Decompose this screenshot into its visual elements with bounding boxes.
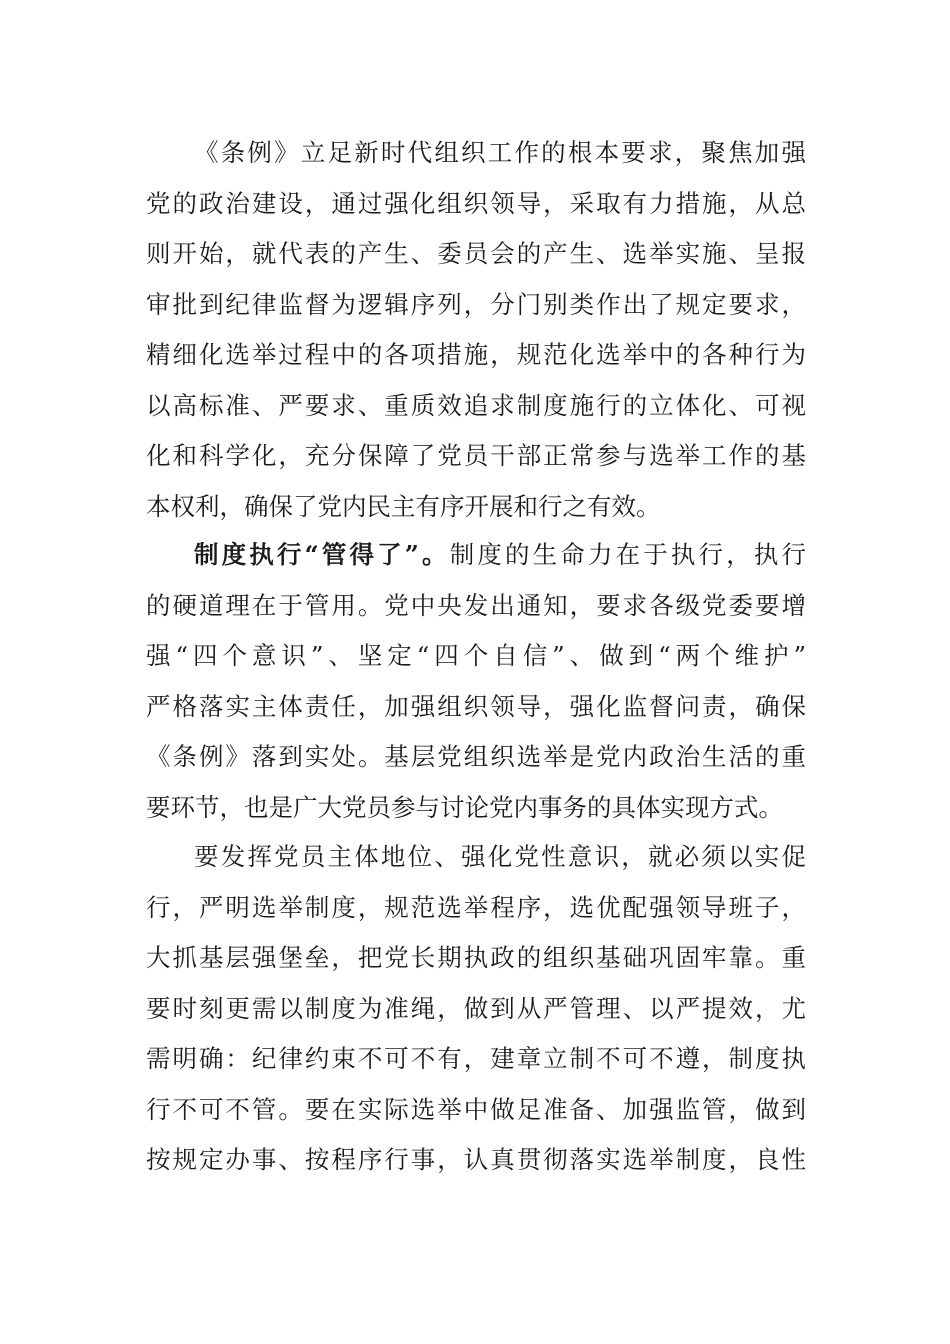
text-line: 党的政治建设，通过强化组织领导，采取有力措施，从总	[146, 188, 806, 218]
text-line: 大抓基层强堡垒，把党长期执政的组织基础巩固牢靠。重	[146, 943, 806, 972]
text-line: 则开始，就代表的产生、委员会的产生、选举实施、呈报	[146, 239, 806, 268]
paragraph-institution-execution	[146, 530, 806, 833]
text-line: 本权利，确保了党内民主有序开展和行之有效。	[146, 491, 661, 521]
text-line: 按规定办事、按程序行事，认真贯彻落实选举制度，良性	[146, 1145, 806, 1174]
text-line: 《条例》落到实处。基层党组织选举是党内政治生活的重	[146, 742, 806, 771]
text-line: 化和科学化，充分保障了党员干部正常参与选举工作的基	[146, 441, 806, 470]
text-line: 的硬道理在于管用。党中央发出通知，要求各级党委要增	[146, 590, 806, 620]
text-line: 要环节，也是广大党员参与讨论党内事务的具体实现方式。	[146, 792, 783, 822]
text-line: 以高标准、严要求、重质效追求制度施行的立体化、可视	[146, 390, 806, 420]
paragraph-party-member-role	[146, 832, 806, 1186]
text-line: 要发挥党员主体地位、强化党性意识，就必须以实促	[194, 842, 806, 871]
text-line: 行不可不管。要在实际选举中做足准备、加强监管，做到	[146, 1094, 806, 1124]
text-line: 严格落实主体责任，加强组织领导，强化监督问责，确保	[146, 691, 806, 721]
section-heading: 制度执行“管得了”。	[194, 540, 450, 569]
text-line: 行，严明选举制度，规范选举程序，选优配强领导班子，	[146, 892, 806, 922]
text-line: 需明确：纪律约束不可不有，建章立制不可不遵，制度执	[146, 1044, 806, 1073]
text-line: 要时刻更需以制度为准绳，做到从严管理、以严提效，尤	[146, 993, 806, 1023]
paragraph-regulations-overview	[146, 128, 806, 532]
text-run: 制度的生命力在于执行，执行	[449, 540, 807, 569]
text-line: 精细化选举过程中的各项措施，规范化选举中的各种行为	[146, 340, 806, 369]
text-line: 《条例》立足新时代组织工作的根本要求，聚焦加强	[194, 138, 806, 167]
text-line	[146, 530, 806, 581]
text-line: 强“四个意识”、坚定“四个自信”、做到“两个维护”	[146, 641, 806, 670]
text-line: 审批到纪律监督为逻辑序列，分门别类作出了规定要求，	[146, 289, 806, 319]
